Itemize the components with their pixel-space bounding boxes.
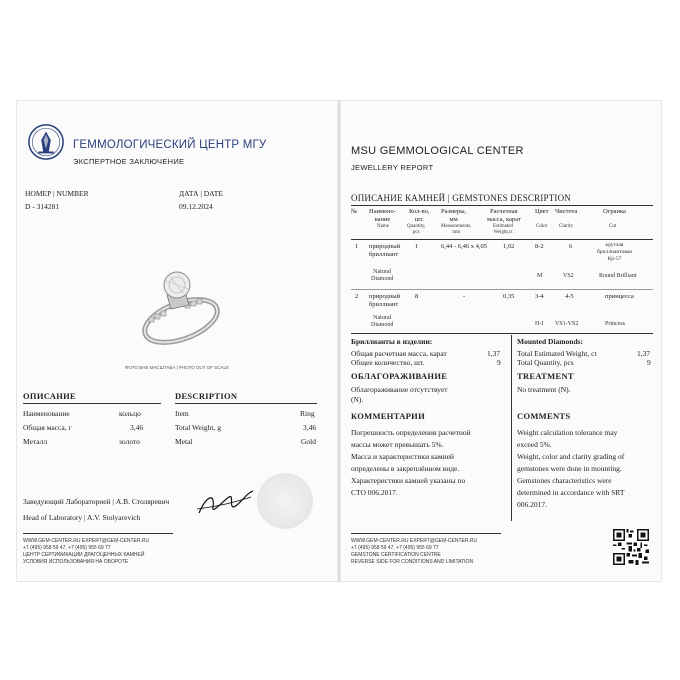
- total-weight-value-en: 1,37: [637, 349, 651, 358]
- comments-en-header: COMMENTS: [517, 411, 571, 421]
- table-row-1-color-ru: 8-2: [535, 243, 544, 250]
- metal-value-ru: золото: [119, 437, 140, 446]
- col-header-cut: Огранка: [603, 208, 626, 215]
- mounted-diamonds-en: Mounted Diamonds:: [517, 337, 584, 346]
- table-row-1-color-en: M: [537, 273, 543, 279]
- metal-label-ru: Металл: [23, 437, 48, 446]
- divider: [351, 239, 653, 240]
- footer-line: WWW.GEM-CENTER.RU EXPERT@GEM-CENTER.RU: [23, 538, 150, 544]
- divider: [351, 205, 653, 206]
- date-value: 09.12.2024: [179, 202, 213, 211]
- total-weight-label-ru: Общая расчетная масса, карат: [351, 349, 447, 358]
- total-qty-value-ru: 9: [497, 358, 501, 367]
- right-page: [340, 100, 662, 582]
- item-value-en: Ring: [300, 409, 315, 418]
- item-label-ru: Наименование: [23, 409, 70, 418]
- gemstones-description-title: ОПИСАНИЕ КАМНЕЙ | GEMSTONES DESCRIPTION: [351, 193, 571, 203]
- metal-label-en: Metal: [175, 437, 193, 446]
- col-header-no: №: [351, 208, 358, 215]
- comments-ru-header: КОММЕНТАРИИ: [351, 411, 425, 421]
- treatment-en-text: No treatment (N).: [517, 385, 571, 394]
- table-row-2-qty: 8: [415, 293, 419, 300]
- col-header-name-en: Name: [377, 224, 389, 229]
- footer-line: GEMSTONE CERTIFICATION CENTRE: [351, 552, 441, 558]
- column-separator: [511, 335, 512, 521]
- col-header-clarity-en: Clarity: [559, 224, 573, 229]
- comments-en-text: Weight calculation tolerance may exceed 5%. Weight, color and clarity grading of gemstones were done in mounting. Gemstones characteristics were determined in accordance with SRT 006.2017.: [517, 428, 625, 509]
- number-label: НОМЕР | NUMBER: [25, 189, 89, 198]
- divider: [23, 533, 173, 534]
- table-row-2-measurements: -: [463, 293, 466, 300]
- table-row-2-no: 2: [355, 293, 359, 300]
- divider: [351, 333, 653, 334]
- mounted-diamonds-ru: Бриллианты в изделии:: [351, 337, 433, 346]
- total-qty-label-ru: Общее количество, шт.: [351, 358, 425, 367]
- footer-line: ЦЕНТР СЕРТИФИКАЦИИ ДРАГОЦЕННЫХ КАМНЕЙ: [23, 552, 145, 558]
- item-value-ru: кольцо: [119, 409, 141, 418]
- footer-line: WWW.GEM-CENTER.RU EXPERT@GEM-CENTER.RU: [351, 538, 478, 544]
- table-row-1-clarity-en: VS2: [563, 273, 574, 279]
- total-qty-label-en: Total Quantity, pcs: [517, 358, 574, 367]
- treatment-ru-header: ОБЛАГОРАЖИВАНИЕ: [351, 371, 448, 381]
- table-row-1-clarity-ru: 6: [569, 243, 573, 250]
- metal-value-en: Gold: [301, 437, 316, 446]
- col-header-measurements: Размеры, мм: [441, 208, 467, 223]
- footer-line: +7 (495) 958 59 47, +7 (495) 955 69 77: [351, 545, 439, 551]
- col-header-color-en: Color: [536, 224, 548, 229]
- weight-value-en: 3,46: [303, 423, 317, 432]
- head-of-lab-ru: Заведующий Лабораторией | А.В. Столяревич: [23, 497, 170, 506]
- col-header-clarity: Чистота: [555, 208, 578, 215]
- col-header-name: Наимено- вание: [369, 208, 396, 223]
- table-row-1-name-ru: природный бриллиант: [369, 243, 401, 258]
- total-qty-value-en: 9: [647, 358, 651, 367]
- description-en-header: DESCRIPTION: [175, 391, 238, 401]
- table-row-1-weight: 1,02: [503, 243, 515, 250]
- table-row-2-clarity-ru: 4-5: [565, 293, 574, 300]
- table-row-2-name-ru: природный бриллиант: [369, 293, 401, 308]
- item-label-en: Item: [175, 409, 189, 418]
- table-row-2-color-ru: 3-4: [535, 293, 544, 300]
- qr-code-icon: [613, 529, 649, 565]
- total-weight-label-en: Total Estimated Weight, ct: [517, 349, 597, 358]
- table-row-2-name-en: Natural Diamond: [371, 315, 394, 328]
- col-header-weight: Расчетная масса, карат: [487, 208, 521, 223]
- head-of-lab-en: Head of Laboratory | A.V. Stolyarevich: [23, 513, 141, 522]
- treatment-en-header: TREATMENT: [517, 371, 574, 381]
- col-header-color: Цвет: [535, 208, 549, 215]
- weight-label-en: Total Weight, g: [175, 423, 222, 432]
- table-row-2-cut-ru: принцесса: [605, 293, 634, 300]
- left-page: [16, 100, 338, 582]
- table-row-1-no: 1: [355, 243, 359, 250]
- lab-title-en: MSU GEMMOLOGICAL CENTER: [351, 145, 524, 157]
- table-row-1-cut-ru: круглая бриллиантовая Кр-57: [597, 242, 632, 262]
- table-row-2-weight: 0,35: [503, 293, 515, 300]
- report-subtitle-ru: ЭКСПЕРТНОЕ ЗАКЛЮЧЕНИЕ: [73, 157, 185, 166]
- weight-label-ru: Общая масса, г: [23, 423, 72, 432]
- table-row-1-name-en: Natural Diamond: [371, 269, 394, 282]
- comments-ru-text: Погрешность определения расчетной массы может превышать 5%. Масса и характеристики камней определены в закреплённом виде. Характеристики камней указаны по СТО 006.2017.: [351, 428, 471, 497]
- lab-title-ru: ГЕММОЛОГИЧЕСКИЙ ЦЕНТР МГУ: [73, 139, 267, 151]
- table-row-2-cut-en: Princess: [605, 321, 625, 327]
- report-subtitle-en: JEWELLERY REPORT: [351, 163, 434, 172]
- col-header-qty-en: Quantity, pcs: [407, 224, 426, 235]
- divider: [351, 533, 501, 534]
- date-label: ДАТА | DATE: [179, 189, 223, 198]
- photo-scale-note: ФОТО ВНЕ МАСШТАБА | PHOTO OUT OF SCALE: [125, 365, 229, 370]
- table-row-2-clarity-en: VS1-VS2: [555, 321, 579, 327]
- col-header-qty: Кол-во, шт.: [409, 208, 430, 223]
- divider: [175, 403, 317, 404]
- col-header-cut-en: Cut: [609, 224, 617, 229]
- total-weight-value-ru: 1,37: [487, 349, 501, 358]
- table-row-1-cut-en: Round Brilliant: [599, 273, 637, 279]
- footer-line: REVERSE SIDE FOR CONDITIONS AND LIMITATION: [351, 559, 474, 565]
- footer-line: УСЛОВИЯ ИСПОЛЬЗОВАНИЯ НА ОБОРОТЕ: [23, 559, 129, 565]
- msu-gem-center-logo-icon: [27, 123, 65, 161]
- col-header-measurements-en: Measurements, mm: [441, 224, 472, 235]
- signature-mark: [193, 483, 257, 521]
- description-ru-header: ОПИСАНИЕ: [23, 391, 76, 401]
- treatment-ru-text: Облагораживание отсутствует (N).: [351, 385, 448, 404]
- divider: [351, 289, 653, 290]
- table-row-1-qty: 1: [415, 243, 419, 250]
- col-header-weight-en: Estimated Weight,ct: [493, 224, 513, 235]
- diamond-ring-photo: [125, 251, 225, 361]
- number-value: D - 314281: [25, 202, 60, 211]
- table-row-2-color-en: H-I: [535, 321, 544, 327]
- divider: [23, 403, 161, 404]
- footer-line: +7 (495) 958 59 47, +7 (495) 955 69 77: [23, 545, 111, 551]
- table-row-1-measurements: 6,44 - 6,46 x 4,05: [441, 243, 488, 250]
- weight-value-ru: 3,46: [130, 423, 144, 432]
- embossed-seal: [257, 473, 313, 529]
